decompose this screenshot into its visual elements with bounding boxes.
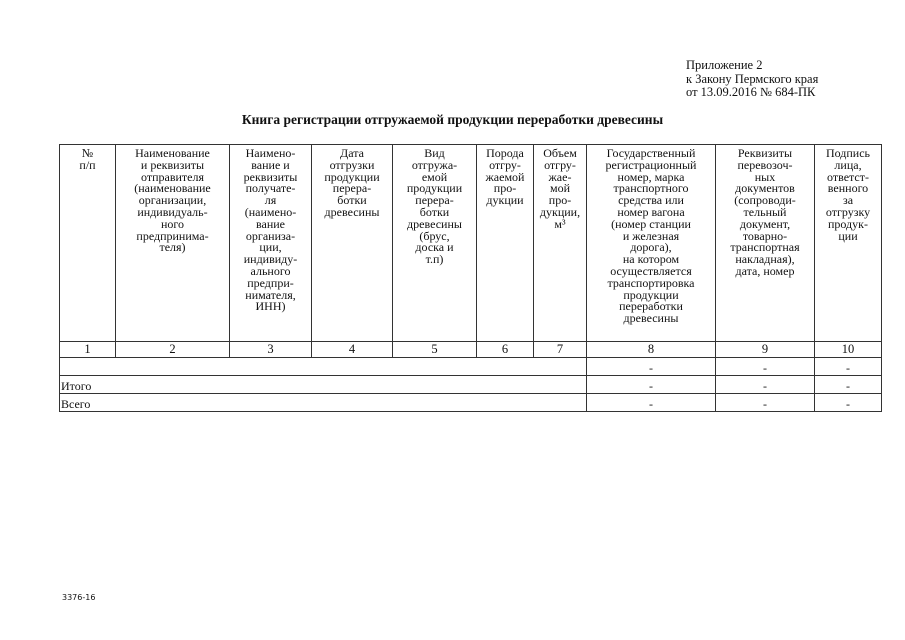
document-code: 3376-16	[62, 593, 96, 602]
header-cell-1: № п/п	[60, 145, 116, 342]
cell-col10: -	[815, 394, 882, 412]
column-number: 2	[116, 342, 230, 358]
cell-col10: -	[815, 358, 882, 376]
table-row-grand-total	[60, 394, 882, 412]
header-cell-5: Вид отгружа- емой продукции перера- ботки древесины (брус, доска и т.п)	[393, 145, 477, 342]
header-cell-4: Дата отгрузки продукции перера- ботки древесины	[312, 145, 393, 342]
column-number: 4	[312, 342, 393, 358]
header-cell-8: Государственный регистрационный номер, марка транспортного средства или номер вагона (номер станции и железная дорога), на котором осуществляется транспортировка продукции переработки древесины	[587, 145, 716, 342]
column-number-row	[60, 342, 882, 358]
row-label: Всего	[60, 394, 587, 412]
column-number: 9	[716, 342, 815, 358]
column-number: 3	[230, 342, 312, 358]
header-cell-7: Объем отгру- жае- мой про- дукции, м³	[534, 145, 587, 342]
appendix-line-1: Приложение 2	[686, 58, 763, 72]
column-number: 1	[60, 342, 116, 358]
column-number: 6	[477, 342, 534, 358]
cell-col10: -	[815, 376, 882, 394]
column-number: 7	[534, 342, 587, 358]
cell-col9: -	[716, 394, 815, 412]
row-label	[60, 358, 587, 376]
column-number: 5	[393, 342, 477, 358]
row-label: Итого	[60, 376, 587, 394]
cell-col9: -	[716, 376, 815, 394]
header-cell-3: Наимено- вание и реквизиты получате- ля (наимено- вание организа- ции, индивиду- ального предпри- нимателя, ИНН)	[230, 145, 312, 342]
column-number: 10	[815, 342, 882, 358]
appendix-line-2: к Закону Пермского края	[686, 71, 819, 86]
cell-col8: -	[587, 358, 716, 376]
header-cell-2: Наименование и реквизиты отправителя (наименование организации, индивидуаль- ного предпринима- теля)	[116, 145, 230, 342]
cell-col8: -	[587, 376, 716, 394]
registration-table	[59, 144, 882, 412]
column-number: 8	[587, 342, 716, 358]
appendix-line-3: от 13.09.2016 № 684-ПК	[686, 85, 816, 99]
header-cell-9: Реквизиты перевозоч- ных документов (сопроводи- тельный документ, товарно- транспортная накладная), дата, номер	[716, 145, 815, 342]
header-row	[60, 145, 882, 342]
table-row-total	[60, 376, 882, 394]
header-cell-10: Подпись лица, ответст- венного за отгрузку продук- ции	[815, 145, 882, 342]
cell-col8: -	[587, 394, 716, 412]
cell-col9: -	[716, 358, 815, 376]
header-cell-6: Порода отгру- жаемой про- дукции	[477, 145, 534, 342]
document-title: Книга регистрации отгружаемой продукции переработки древесины	[241, 112, 664, 127]
appendix-header	[686, 59, 818, 100]
table-row	[60, 358, 882, 376]
